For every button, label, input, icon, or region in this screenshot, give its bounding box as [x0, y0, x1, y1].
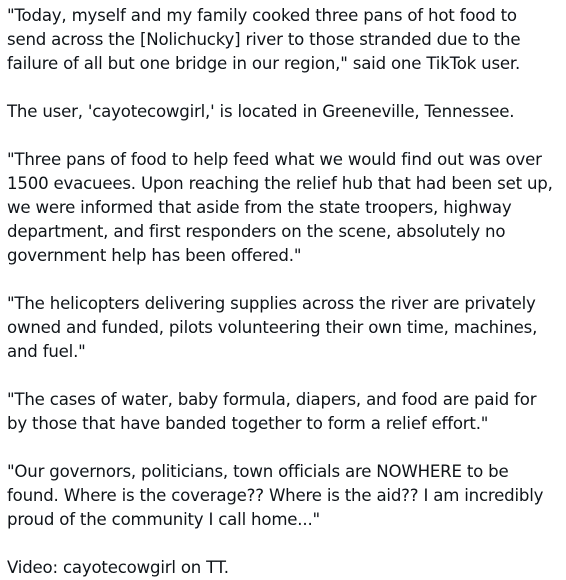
post-paragraph-4: "The helicopters delivering supplies across the river are privately owned and funded, pilots volunteering their own time, machines, and fuel.": [7, 294, 538, 361]
post-paragraph-7: Video: cayotecowgirl on TT.: [7, 558, 229, 577]
post-paragraph-2: The user, 'cayotecowgirl,' is located in Greeneville, Tennessee.: [7, 102, 515, 121]
post-paragraph-3: "Three pans of food to help feed what we would find out was over 1500 evacuees. Upon reaching the relief hub that had been set up, we were informed that aside from the state troopers, highway department, and first responders on the scene, absolutely no government help has been offered.": [7, 150, 553, 265]
post-paragraph-6: "Our governors, politicians, town officials are NOWHERE to be found. Where is the coverage?? Where is the aid?? I am incredibly proud of the community I call home...": [7, 462, 544, 529]
post-paragraph-1: "Today, myself and my family cooked three pans of hot food to send across the [Nolichucky] river to those stranded due to the failure of all but one bridge in our region," said one TikTok user.: [7, 6, 521, 73]
post-paragraph-5: "The cases of water, baby formula, diapers, and food are paid for by those that have banded together to form a relief effort.": [7, 390, 537, 433]
